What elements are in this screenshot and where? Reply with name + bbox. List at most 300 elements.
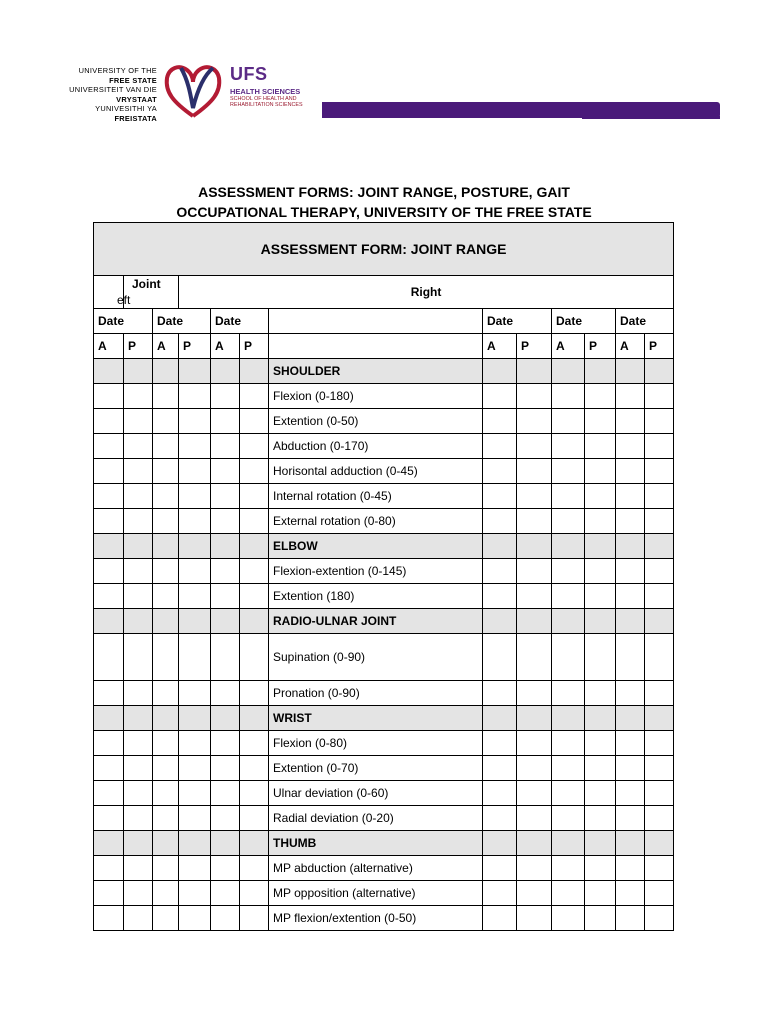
measurement-input-cell bbox=[124, 706, 153, 731]
measurement-input-cell[interactable] bbox=[124, 756, 153, 781]
measurement-row bbox=[94, 434, 674, 459]
section-row bbox=[94, 359, 674, 384]
measurement-row bbox=[94, 781, 674, 806]
measurement-input-cell bbox=[552, 706, 585, 731]
measurement-input-cell[interactable] bbox=[552, 409, 585, 434]
measurement-input-cell bbox=[179, 609, 211, 634]
measurement-input-cell[interactable] bbox=[517, 781, 552, 806]
measurement-input-cell[interactable] bbox=[179, 906, 211, 931]
measurement-input-cell[interactable] bbox=[552, 756, 585, 781]
movement-label: Pronation (0-90) bbox=[269, 681, 483, 706]
measurement-input-cell[interactable] bbox=[616, 559, 645, 584]
date-cell[interactable]: Date bbox=[552, 309, 616, 334]
joint-label-cell bbox=[117, 276, 179, 309]
measurement-input-cell[interactable] bbox=[124, 459, 153, 484]
measurement-input-cell[interactable] bbox=[585, 409, 616, 434]
measurement-input-cell[interactable] bbox=[240, 731, 269, 756]
measurement-input-cell[interactable] bbox=[616, 781, 645, 806]
measurement-row bbox=[94, 806, 674, 831]
measurement-input-cell[interactable] bbox=[211, 484, 240, 509]
measurement-input-cell[interactable] bbox=[240, 756, 269, 781]
measurement-input-cell[interactable] bbox=[483, 409, 517, 434]
measurement-input-cell[interactable] bbox=[124, 781, 153, 806]
ufs-title: UFS bbox=[230, 64, 268, 84]
measurement-input-cell[interactable] bbox=[179, 731, 211, 756]
measurement-input-cell[interactable] bbox=[211, 681, 240, 706]
measurement-input-cell[interactable] bbox=[179, 559, 211, 584]
measurement-input-cell[interactable] bbox=[552, 584, 585, 609]
measurement-input-cell[interactable] bbox=[94, 634, 124, 681]
measurement-input-cell[interactable] bbox=[645, 634, 674, 681]
measurement-input-cell[interactable] bbox=[124, 681, 153, 706]
measurement-input-cell[interactable] bbox=[552, 384, 585, 409]
measurement-input-cell[interactable] bbox=[179, 806, 211, 831]
measurement-input-cell bbox=[124, 534, 153, 559]
measurement-input-cell[interactable] bbox=[585, 559, 616, 584]
measurement-input-cell bbox=[483, 609, 517, 634]
measurement-input-cell[interactable] bbox=[552, 559, 585, 584]
measurement-input-cell[interactable] bbox=[211, 881, 240, 906]
measurement-input-cell[interactable] bbox=[211, 459, 240, 484]
date-cell[interactable]: Date bbox=[211, 309, 269, 334]
university-line: FREISTATA bbox=[114, 113, 157, 123]
measurement-input-cell[interactable] bbox=[94, 384, 124, 409]
measurement-input-cell[interactable] bbox=[645, 434, 674, 459]
measurement-input-cell[interactable] bbox=[153, 756, 179, 781]
measurement-input-cell bbox=[517, 609, 552, 634]
measurement-input-cell[interactable] bbox=[153, 906, 179, 931]
measurement-input-cell[interactable] bbox=[645, 584, 674, 609]
measurement-input-cell[interactable] bbox=[616, 459, 645, 484]
measurement-input-cell[interactable] bbox=[179, 634, 211, 681]
movement-label: Extention (0-70) bbox=[269, 756, 483, 781]
ap-header-cell: P bbox=[240, 334, 269, 359]
measurement-input-cell[interactable] bbox=[552, 731, 585, 756]
measurement-input-cell bbox=[645, 534, 674, 559]
university-line: UNIVERSITY OF THE bbox=[78, 66, 157, 75]
measurement-input-cell[interactable] bbox=[240, 781, 269, 806]
measurement-input-cell[interactable] bbox=[240, 409, 269, 434]
measurement-input-cell[interactable] bbox=[94, 409, 124, 434]
measurement-input-cell bbox=[94, 359, 124, 384]
measurement-input-cell[interactable] bbox=[517, 731, 552, 756]
measurement-row bbox=[94, 634, 674, 681]
measurement-input-cell[interactable] bbox=[517, 681, 552, 706]
form-heading: ASSESSMENT FORM: JOINT RANGE bbox=[94, 223, 674, 276]
measurement-input-cell[interactable] bbox=[483, 881, 517, 906]
movement-label: MP abduction (alternative) bbox=[269, 856, 483, 881]
measurement-input-cell[interactable] bbox=[179, 881, 211, 906]
measurement-input-cell[interactable] bbox=[552, 509, 585, 534]
measurement-row bbox=[94, 881, 674, 906]
movement-label: External rotation (0-80) bbox=[269, 509, 483, 534]
measurement-input-cell[interactable] bbox=[585, 459, 616, 484]
measurement-input-cell[interactable] bbox=[179, 584, 211, 609]
measurement-input-cell[interactable] bbox=[585, 584, 616, 609]
ap-header-cell: A bbox=[153, 334, 179, 359]
measurement-input-cell[interactable] bbox=[585, 731, 616, 756]
measurement-input-cell[interactable] bbox=[552, 681, 585, 706]
measurement-input-cell[interactable] bbox=[483, 459, 517, 484]
measurement-input-cell[interactable] bbox=[517, 434, 552, 459]
measurement-input-cell[interactable] bbox=[124, 806, 153, 831]
measurement-input-cell[interactable] bbox=[483, 559, 517, 584]
measurement-input-cell[interactable] bbox=[153, 584, 179, 609]
measurement-row bbox=[94, 681, 674, 706]
measurement-input-cell[interactable] bbox=[585, 681, 616, 706]
measurement-input-cell bbox=[94, 609, 124, 634]
measurement-input-cell bbox=[517, 534, 552, 559]
measurement-input-cell[interactable] bbox=[211, 906, 240, 931]
measurement-input-cell[interactable] bbox=[94, 459, 124, 484]
measurement-input-cell[interactable] bbox=[616, 409, 645, 434]
date-cell[interactable]: Date bbox=[483, 309, 552, 334]
measurement-input-cell[interactable] bbox=[616, 906, 645, 931]
measurement-input-cell[interactable] bbox=[517, 634, 552, 681]
measurement-input-cell[interactable] bbox=[124, 384, 153, 409]
section-label: SHOULDER bbox=[269, 359, 483, 384]
measurement-input-cell[interactable] bbox=[240, 584, 269, 609]
measurement-input-cell bbox=[552, 609, 585, 634]
measurement-input-cell bbox=[240, 831, 269, 856]
header-purple-tab bbox=[582, 116, 720, 119]
measurement-input-cell[interactable] bbox=[153, 559, 179, 584]
measurement-input-cell[interactable] bbox=[585, 756, 616, 781]
measurement-input-cell[interactable] bbox=[240, 681, 269, 706]
measurement-input-cell[interactable] bbox=[211, 384, 240, 409]
measurement-input-cell[interactable] bbox=[211, 509, 240, 534]
measurement-input-cell[interactable] bbox=[179, 781, 211, 806]
measurement-input-cell[interactable] bbox=[94, 856, 124, 881]
ap-header-cell: P bbox=[585, 334, 616, 359]
measurement-input-cell[interactable] bbox=[124, 881, 153, 906]
measurement-input-cell[interactable] bbox=[585, 509, 616, 534]
measurement-input-cell[interactable] bbox=[517, 559, 552, 584]
movement-label: Flexion (0-80) bbox=[269, 731, 483, 756]
measurement-input-cell[interactable] bbox=[616, 509, 645, 534]
measurement-input-cell[interactable] bbox=[153, 806, 179, 831]
measurement-input-cell[interactable] bbox=[552, 634, 585, 681]
measurement-input-cell bbox=[517, 831, 552, 856]
blank-cell bbox=[269, 334, 483, 359]
measurement-input-cell[interactable] bbox=[616, 584, 645, 609]
section-label: ELBOW bbox=[269, 534, 483, 559]
measurement-input-cell[interactable] bbox=[94, 559, 124, 584]
measurement-input-cell[interactable] bbox=[179, 459, 211, 484]
measurement-input-cell[interactable] bbox=[240, 634, 269, 681]
measurement-input-cell[interactable] bbox=[240, 434, 269, 459]
measurement-input-cell[interactable] bbox=[483, 906, 517, 931]
measurement-input-cell[interactable] bbox=[211, 409, 240, 434]
measurement-input-cell[interactable] bbox=[153, 509, 179, 534]
measurement-input-cell[interactable] bbox=[179, 856, 211, 881]
measurement-input-cell[interactable] bbox=[179, 409, 211, 434]
university-name-block bbox=[40, 66, 157, 124]
measurement-input-cell[interactable] bbox=[179, 434, 211, 459]
blank-cell bbox=[269, 309, 483, 334]
measurement-input-cell[interactable] bbox=[153, 484, 179, 509]
measurement-input-cell bbox=[585, 706, 616, 731]
measurement-row bbox=[94, 459, 674, 484]
measurement-input-cell[interactable] bbox=[517, 384, 552, 409]
measurement-input-cell[interactable] bbox=[94, 434, 124, 459]
measurement-input-cell[interactable] bbox=[616, 731, 645, 756]
measurement-input-cell[interactable] bbox=[94, 906, 124, 931]
measurement-input-cell[interactable] bbox=[94, 509, 124, 534]
measurement-input-cell bbox=[211, 831, 240, 856]
measurement-input-cell[interactable] bbox=[211, 806, 240, 831]
measurement-input-cell[interactable] bbox=[645, 856, 674, 881]
measurement-input-cell[interactable] bbox=[552, 906, 585, 931]
measurement-input-cell[interactable] bbox=[153, 459, 179, 484]
measurement-input-cell[interactable] bbox=[517, 756, 552, 781]
measurement-input-cell[interactable] bbox=[645, 881, 674, 906]
measurement-input-cell[interactable] bbox=[517, 509, 552, 534]
measurement-input-cell[interactable] bbox=[124, 559, 153, 584]
measurement-input-cell[interactable] bbox=[552, 434, 585, 459]
ap-header-cell: P bbox=[179, 334, 211, 359]
measurement-row bbox=[94, 409, 674, 434]
measurement-input-cell[interactable] bbox=[585, 781, 616, 806]
measurement-input-cell[interactable] bbox=[585, 906, 616, 931]
movement-label: Flexion (0-180) bbox=[269, 384, 483, 409]
movement-label: MP opposition (alternative) bbox=[269, 881, 483, 906]
measurement-input-cell[interactable] bbox=[94, 731, 124, 756]
measurement-input-cell[interactable] bbox=[645, 906, 674, 931]
measurement-input-cell[interactable] bbox=[645, 409, 674, 434]
measurement-input-cell bbox=[585, 359, 616, 384]
measurement-input-cell[interactable] bbox=[211, 584, 240, 609]
measurement-input-cell[interactable] bbox=[124, 584, 153, 609]
measurement-input-cell[interactable] bbox=[124, 634, 153, 681]
ap-header-cell: A bbox=[483, 334, 517, 359]
measurement-input-cell bbox=[585, 534, 616, 559]
measurement-input-cell bbox=[645, 831, 674, 856]
section-row bbox=[94, 831, 674, 856]
measurement-input-cell[interactable] bbox=[94, 484, 124, 509]
ap-header-cell: A bbox=[552, 334, 585, 359]
measurement-input-cell[interactable] bbox=[211, 559, 240, 584]
measurement-input-cell[interactable] bbox=[585, 434, 616, 459]
measurement-input-cell[interactable] bbox=[153, 434, 179, 459]
measurement-input-cell bbox=[211, 534, 240, 559]
measurement-input-cell[interactable] bbox=[517, 409, 552, 434]
ap-header-cell: P bbox=[517, 334, 552, 359]
movement-label: Extention (0-50) bbox=[269, 409, 483, 434]
measurement-input-cell[interactable] bbox=[517, 906, 552, 931]
measurement-input-cell[interactable] bbox=[616, 384, 645, 409]
measurement-input-cell[interactable] bbox=[517, 484, 552, 509]
measurement-input-cell[interactable] bbox=[153, 881, 179, 906]
measurement-input-cell[interactable] bbox=[585, 856, 616, 881]
measurement-input-cell[interactable] bbox=[211, 634, 240, 681]
measurement-input-cell[interactable] bbox=[645, 509, 674, 534]
measurement-input-cell[interactable] bbox=[552, 806, 585, 831]
measurement-input-cell[interactable] bbox=[240, 509, 269, 534]
measurement-input-cell[interactable] bbox=[585, 484, 616, 509]
measurement-input-cell bbox=[483, 359, 517, 384]
measurement-input-cell[interactable] bbox=[645, 484, 674, 509]
ufs-school-line: REHABILITATION SCIENCES bbox=[230, 102, 303, 109]
measurement-input-cell bbox=[616, 534, 645, 559]
measurement-input-cell bbox=[179, 831, 211, 856]
measurement-input-cell[interactable] bbox=[552, 781, 585, 806]
measurement-row bbox=[94, 384, 674, 409]
measurement-input-cell[interactable] bbox=[124, 731, 153, 756]
measurement-input-cell bbox=[179, 359, 211, 384]
measurement-input-cell[interactable] bbox=[179, 756, 211, 781]
measurement-input-cell[interactable] bbox=[153, 781, 179, 806]
date-cell[interactable]: Date bbox=[153, 309, 211, 334]
measurement-input-cell[interactable] bbox=[211, 731, 240, 756]
measurement-input-cell[interactable] bbox=[240, 384, 269, 409]
measurement-input-cell[interactable] bbox=[483, 434, 517, 459]
measurement-row bbox=[94, 484, 674, 509]
movement-label: Radial deviation (0-20) bbox=[269, 806, 483, 831]
measurement-input-cell bbox=[616, 359, 645, 384]
date-cell[interactable]: Date bbox=[616, 309, 674, 334]
measurement-input-cell[interactable] bbox=[616, 634, 645, 681]
measurement-input-cell[interactable] bbox=[240, 559, 269, 584]
measurement-input-cell[interactable] bbox=[585, 881, 616, 906]
university-line: FREE STATE bbox=[109, 75, 157, 85]
document-title: ASSESSMENT FORMS: JOINT RANGE, POSTURE, GAIT bbox=[198, 184, 570, 200]
measurement-input-cell[interactable] bbox=[179, 384, 211, 409]
measurement-input-cell[interactable] bbox=[153, 634, 179, 681]
measurement-input-cell[interactable] bbox=[616, 434, 645, 459]
measurement-input-cell[interactable] bbox=[517, 459, 552, 484]
joint-range-form-table bbox=[93, 222, 674, 931]
measurement-input-cell[interactable] bbox=[645, 806, 674, 831]
measurement-input-cell[interactable] bbox=[483, 634, 517, 681]
measurement-input-cell[interactable] bbox=[94, 806, 124, 831]
measurement-input-cell[interactable] bbox=[94, 584, 124, 609]
measurement-input-cell[interactable] bbox=[153, 409, 179, 434]
measurement-input-cell[interactable] bbox=[616, 756, 645, 781]
measurement-input-cell[interactable] bbox=[483, 384, 517, 409]
measurement-input-cell[interactable] bbox=[616, 856, 645, 881]
measurement-input-cell[interactable] bbox=[483, 756, 517, 781]
measurement-input-cell[interactable] bbox=[517, 806, 552, 831]
measurement-input-cell[interactable] bbox=[94, 681, 124, 706]
measurement-input-cell[interactable] bbox=[552, 459, 585, 484]
measurement-input-cell[interactable] bbox=[483, 806, 517, 831]
measurement-input-cell bbox=[153, 359, 179, 384]
measurement-input-cell[interactable] bbox=[124, 434, 153, 459]
measurement-input-cell bbox=[153, 706, 179, 731]
measurement-input-cell bbox=[645, 706, 674, 731]
measurement-input-cell[interactable] bbox=[645, 459, 674, 484]
measurement-input-cell[interactable] bbox=[211, 756, 240, 781]
measurement-input-cell[interactable] bbox=[211, 434, 240, 459]
measurement-input-cell bbox=[585, 609, 616, 634]
measurement-input-cell[interactable] bbox=[240, 906, 269, 931]
measurement-input-cell[interactable] bbox=[211, 856, 240, 881]
measurement-input-cell[interactable] bbox=[585, 806, 616, 831]
measurement-input-cell bbox=[552, 831, 585, 856]
measurement-input-cell[interactable] bbox=[585, 634, 616, 681]
measurement-input-cell[interactable] bbox=[483, 781, 517, 806]
measurement-input-cell[interactable] bbox=[645, 681, 674, 706]
measurement-input-cell[interactable] bbox=[153, 856, 179, 881]
measurement-input-cell[interactable] bbox=[124, 856, 153, 881]
measurement-input-cell[interactable] bbox=[124, 484, 153, 509]
measurement-input-cell bbox=[552, 534, 585, 559]
movement-label: Flexion-extention (0-145) bbox=[269, 559, 483, 584]
measurement-input-cell[interactable] bbox=[153, 681, 179, 706]
measurement-input-cell[interactable] bbox=[94, 781, 124, 806]
measurement-input-cell[interactable] bbox=[240, 806, 269, 831]
measurement-input-cell[interactable] bbox=[94, 756, 124, 781]
measurement-input-cell[interactable] bbox=[645, 781, 674, 806]
measurement-input-cell bbox=[153, 831, 179, 856]
ufs-school-line: SCHOOL OF HEALTH AND bbox=[230, 96, 297, 102]
measurement-row bbox=[94, 584, 674, 609]
measurement-input-cell[interactable] bbox=[240, 881, 269, 906]
measurement-input-cell bbox=[153, 534, 179, 559]
measurement-input-cell[interactable] bbox=[645, 756, 674, 781]
measurement-input-cell[interactable] bbox=[240, 856, 269, 881]
measurement-input-cell[interactable] bbox=[179, 509, 211, 534]
movement-label: Abduction (0-170) bbox=[269, 434, 483, 459]
measurement-input-cell[interactable] bbox=[517, 584, 552, 609]
measurement-input-cell[interactable] bbox=[483, 856, 517, 881]
measurement-input-cell[interactable] bbox=[94, 881, 124, 906]
measurement-input-cell[interactable] bbox=[483, 731, 517, 756]
measurement-input-cell[interactable] bbox=[585, 384, 616, 409]
measurement-input-cell[interactable] bbox=[616, 484, 645, 509]
section-label: THUMB bbox=[269, 831, 483, 856]
measurement-input-cell[interactable] bbox=[211, 781, 240, 806]
measurement-input-cell[interactable] bbox=[645, 731, 674, 756]
measurement-input-cell[interactable] bbox=[552, 856, 585, 881]
measurement-input-cell[interactable] bbox=[179, 681, 211, 706]
measurement-input-cell bbox=[645, 609, 674, 634]
measurement-input-cell bbox=[124, 831, 153, 856]
section-label: RADIO-ULNAR JOINT bbox=[269, 609, 483, 634]
section-label: WRIST bbox=[269, 706, 483, 731]
measurement-input-cell[interactable] bbox=[153, 384, 179, 409]
ap-header-cell: P bbox=[124, 334, 153, 359]
measurement-input-cell[interactable] bbox=[124, 409, 153, 434]
measurement-input-cell[interactable] bbox=[616, 806, 645, 831]
measurement-input-cell[interactable] bbox=[616, 681, 645, 706]
measurement-input-cell[interactable] bbox=[124, 906, 153, 931]
measurement-input-cell[interactable] bbox=[153, 731, 179, 756]
measurement-input-cell[interactable] bbox=[552, 484, 585, 509]
measurement-input-cell bbox=[94, 831, 124, 856]
measurement-input-cell[interactable] bbox=[240, 459, 269, 484]
measurement-input-cell[interactable] bbox=[124, 509, 153, 534]
measurement-input-cell[interactable] bbox=[483, 509, 517, 534]
measurement-input-cell[interactable] bbox=[517, 856, 552, 881]
measurement-input-cell[interactable] bbox=[483, 681, 517, 706]
measurement-input-cell[interactable] bbox=[517, 881, 552, 906]
date-cell[interactable]: Date bbox=[94, 309, 153, 334]
movement-label: MP flexion/extention (0-50) bbox=[269, 906, 483, 931]
measurement-input-cell[interactable] bbox=[552, 881, 585, 906]
measurement-input-cell[interactable] bbox=[179, 484, 211, 509]
measurement-input-cell[interactable] bbox=[616, 881, 645, 906]
section-row bbox=[94, 534, 674, 559]
left-label: eft bbox=[117, 293, 131, 307]
measurement-input-cell[interactable] bbox=[483, 584, 517, 609]
measurement-input-cell[interactable] bbox=[240, 484, 269, 509]
measurement-input-cell[interactable] bbox=[645, 384, 674, 409]
measurement-input-cell[interactable] bbox=[645, 559, 674, 584]
movement-label: Internal rotation (0-45) bbox=[269, 484, 483, 509]
measurement-input-cell[interactable] bbox=[483, 484, 517, 509]
